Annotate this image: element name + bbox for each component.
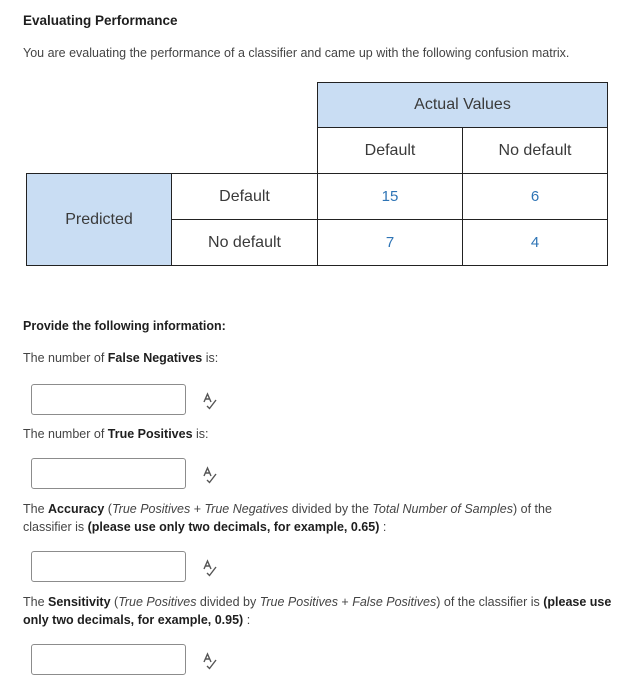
row-no-default-label: No default	[208, 233, 281, 251]
cell-value: 7	[385, 234, 395, 251]
col-header-default	[317, 127, 463, 174]
q3-end: :	[379, 520, 387, 534]
q3-mid: +	[190, 502, 205, 516]
spellcheck-icon[interactable]	[201, 559, 219, 577]
accuracy-input[interactable]	[31, 551, 186, 582]
question-accuracy	[23, 500, 583, 536]
q2-text-end: is:	[192, 427, 209, 441]
question-sensitivity	[23, 593, 613, 629]
predicted-header	[26, 173, 172, 266]
cell-no-default-no-default	[462, 219, 608, 266]
q1-bold: False Negatives	[107, 351, 203, 365]
col-header-no-default	[462, 127, 608, 174]
question-true-positives	[23, 425, 209, 443]
q4-italic-1: True Positives	[118, 595, 197, 609]
form-heading: Provide the following information:	[23, 319, 226, 333]
q4-italic-3: False Positives	[352, 595, 437, 609]
false-negatives-input[interactable]	[31, 384, 186, 415]
q4-end: :	[243, 613, 251, 627]
predicted-label: Predicted	[65, 210, 133, 228]
q3-open: (	[104, 502, 112, 516]
q4-mid: divided by	[196, 595, 260, 609]
q1-text: The number of	[23, 351, 108, 365]
row-header-no-default	[171, 219, 318, 266]
q3-italic-3: Total Number of Samples	[372, 502, 513, 516]
row-default-label: Default	[219, 187, 270, 205]
q3-italic-1: True Positives	[111, 502, 191, 516]
page-title: Evaluating Performance	[23, 13, 178, 28]
cell-default-default	[317, 173, 463, 220]
row-header-default	[171, 173, 318, 220]
cell-value: 4	[530, 234, 540, 251]
q4-bold-2: (please use only two decimals, for example, 0.95)	[23, 595, 612, 627]
spellcheck-icon[interactable]	[201, 652, 219, 670]
spellcheck-icon[interactable]	[201, 392, 219, 410]
q4-text: The	[23, 595, 49, 609]
q3-bold: Accuracy	[48, 502, 105, 516]
col-no-default-label: No default	[498, 141, 572, 159]
q3-mid2: divided by the	[288, 502, 373, 516]
actual-values-label: Actual Values	[414, 96, 511, 113]
q3-text: The	[23, 502, 49, 516]
cell-value: 15	[381, 188, 399, 205]
q2-text: The number of	[23, 427, 108, 441]
spellcheck-icon[interactable]	[201, 466, 219, 484]
q3-italic-2: True Negatives	[204, 502, 289, 516]
q1-text-end: is:	[202, 351, 219, 365]
intro-text: You are evaluating the performance of a classifier and came up with the following confusion matrix.	[23, 46, 570, 60]
col-default-label: Default	[364, 141, 416, 159]
cell-value: 6	[530, 188, 540, 205]
cell-default-no-default	[462, 173, 608, 220]
q3-bold-2: (please use only two decimals, for example, 0.65)	[87, 520, 380, 534]
q4-bold: Sensitivity	[48, 595, 111, 609]
q4-italic-2: True Positives	[259, 595, 338, 609]
question-false-negatives	[23, 349, 218, 367]
cell-no-default-default	[317, 219, 463, 266]
q2-bold: True Positives	[107, 427, 193, 441]
q4-close: ) of the classifier is	[436, 595, 544, 609]
q4-open: (	[110, 595, 119, 609]
q4-mid2: +	[337, 595, 353, 609]
actual-values-header	[317, 82, 608, 128]
q3-close: ) of the classifier is	[23, 502, 552, 534]
true-positives-input[interactable]	[31, 458, 186, 489]
sensitivity-input[interactable]	[31, 644, 186, 675]
